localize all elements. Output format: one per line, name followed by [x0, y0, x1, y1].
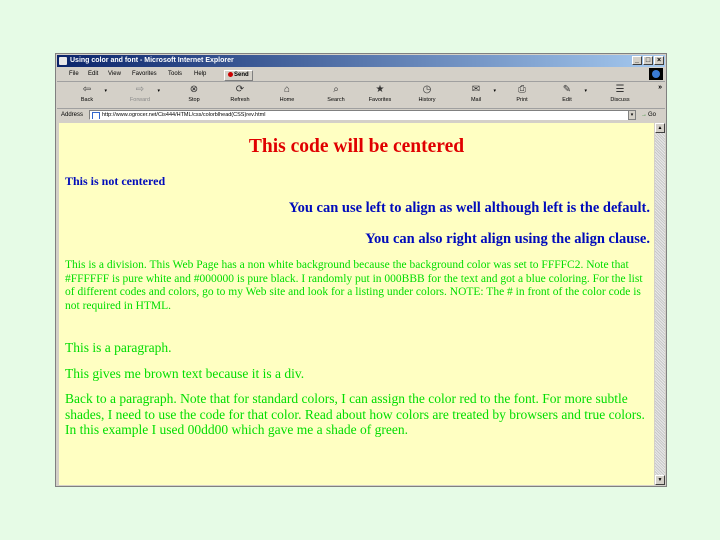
search-label: Search	[327, 97, 345, 103]
page-icon	[92, 112, 100, 120]
favorites-button[interactable]	[362, 84, 398, 106]
minimize-button[interactable]: _	[632, 56, 642, 65]
mail-label: Mail	[470, 97, 482, 103]
edit-button[interactable]	[549, 84, 585, 106]
page-content	[59, 123, 654, 485]
favorites-icon: ★	[375, 84, 385, 95]
menu-tools[interactable]: Tools	[168, 71, 183, 77]
mail-dropdown-icon[interactable]: ▾	[493, 88, 496, 94]
right-align-heading: You can also right align using the align clause.	[365, 231, 650, 247]
refresh-icon: ⟳	[235, 84, 245, 95]
back-dropdown-icon[interactable]: ▾	[104, 88, 107, 94]
refresh-label: Refresh	[230, 97, 250, 103]
address-dropdown-icon[interactable]: ▾	[628, 110, 636, 120]
title-bar[interactable]	[57, 55, 665, 67]
browser-window	[55, 53, 667, 487]
stop-label: Stop	[188, 97, 200, 103]
discuss-button[interactable]	[602, 84, 638, 106]
search-icon: ⌕	[333, 84, 339, 95]
edit-dropdown-icon[interactable]: ▾	[584, 88, 587, 94]
history-icon: ◷	[422, 84, 432, 95]
division-text: This is a division. This Web Page has a non white background because the background color was set to FFFFC2. Note that #FFFFFF is pure white and #000000 is pure black. I randomly put in 000BBB for the text and got a blue coloring. For the list of different codes and colors, go to my Web site and look for a listing under colors. NOTE: The # in front of the color code is not required in HTML.	[65, 259, 643, 312]
mail-icon: ✉	[471, 84, 481, 95]
forward-dropdown-icon[interactable]: ▾	[157, 88, 160, 94]
send-label: Send	[234, 72, 249, 78]
window-title: Using color and font - Microsoft Internet Explorer	[70, 57, 234, 64]
mail-button[interactable]	[458, 84, 494, 106]
send-icon	[228, 72, 233, 77]
stop-icon: ⊗	[189, 84, 199, 95]
menu-bar	[57, 68, 665, 82]
menu-edit[interactable]: Edit	[88, 71, 99, 77]
print-label: Print	[516, 97, 528, 103]
discuss-icon: ☰	[615, 84, 625, 95]
close-button[interactable]: ×	[654, 56, 664, 65]
forward-label: Forward	[129, 97, 151, 103]
send-button[interactable]	[224, 70, 253, 81]
back-arrow-icon: ⇦	[82, 84, 92, 95]
menu-help[interactable]: Help	[194, 71, 207, 77]
refresh-button[interactable]	[222, 84, 258, 106]
menu-favorites[interactable]: Favorites	[132, 71, 157, 77]
back-paragraph-text: Back to a paragraph. Note that for standard colors, I can assign the color red to the font. For more subtle shades, I need to use the code for that color. Read about how colors are treated by browsers and true colors. In this example I used 00dd00 which gave me a shade of green.	[65, 391, 645, 437]
address-bar	[57, 109, 665, 121]
paragraph-text: This is a paragraph.	[65, 340, 172, 355]
edit-icon: ✎	[562, 84, 572, 95]
print-button[interactable]	[504, 84, 540, 106]
toolbar-overflow-chevron[interactable]: »	[658, 84, 662, 91]
search-button[interactable]	[318, 84, 354, 106]
status-bar	[57, 486, 665, 487]
not-centered-text: This is not centered	[65, 174, 166, 188]
menu-file[interactable]: File	[69, 71, 79, 77]
scroll-up-icon[interactable]: ▲	[655, 123, 665, 133]
home-label: Home	[279, 97, 295, 103]
address-url: http://www.ogrocer.net/Cis444/HTML/css/colorblhead(CSS)rev.html	[102, 112, 266, 118]
forward-arrow-icon: ⇨	[135, 84, 145, 95]
address-label: Address	[61, 112, 84, 118]
stop-button[interactable]	[176, 84, 212, 106]
maximize-button[interactable]: □	[643, 56, 653, 65]
go-button[interactable]: → Go	[641, 109, 656, 121]
vertical-scrollbar[interactable]	[655, 123, 665, 485]
centered-heading: This code will be centered	[248, 136, 465, 157]
scroll-down-icon[interactable]: ▼	[655, 475, 665, 485]
address-input[interactable]	[89, 110, 636, 120]
left-align-heading: You can use left to align as well although left is the default.	[288, 200, 650, 216]
favorites-label: Favorites	[368, 97, 392, 103]
history-label: History	[418, 97, 436, 103]
home-icon: ⌂	[283, 84, 291, 95]
home-button[interactable]	[269, 84, 305, 106]
ie-logo-icon	[649, 68, 663, 80]
discuss-label: Discuss	[610, 97, 630, 103]
ie-window-icon	[59, 57, 67, 65]
back-button[interactable]	[69, 84, 105, 106]
forward-button[interactable]	[122, 84, 158, 106]
edit-label: Edit	[562, 97, 572, 103]
history-button[interactable]	[409, 84, 445, 106]
brown-div-text: This gives me brown text because it is a div.	[65, 366, 305, 381]
menu-view[interactable]: View	[108, 71, 121, 77]
print-icon: ⎙	[518, 84, 526, 95]
back-label: Back	[80, 97, 94, 103]
toolbar	[57, 82, 665, 109]
